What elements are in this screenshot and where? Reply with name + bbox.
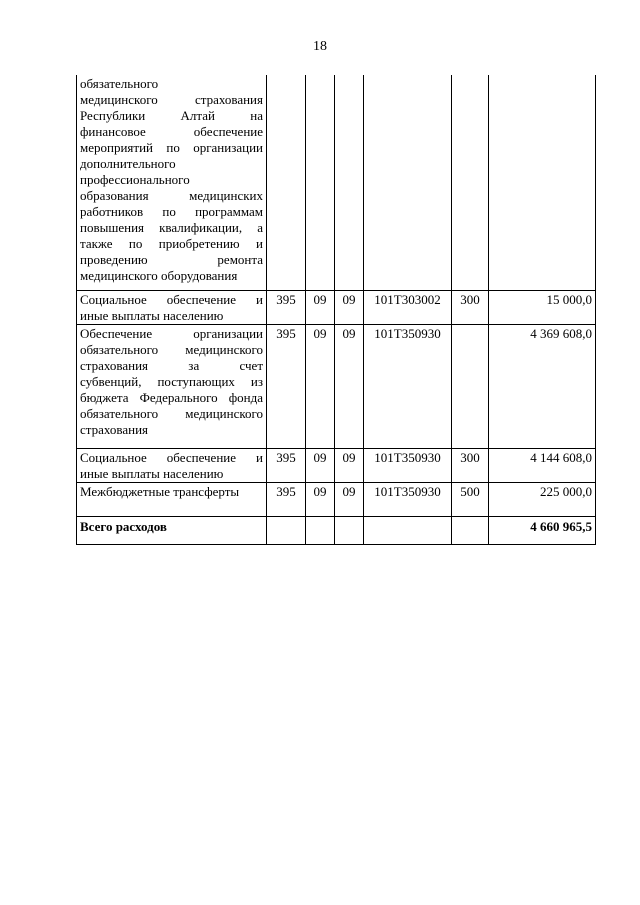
section-code-cell: 09 (306, 448, 335, 482)
expense-name-line: иные выплаты населению (80, 465, 224, 481)
expense-type-cell: 300 (452, 290, 489, 324)
page-number: 18 (313, 39, 327, 54)
target-article-cell: 101T350930 (364, 448, 452, 482)
table-row (77, 482, 596, 516)
empty-cell (452, 516, 489, 544)
table-row (77, 290, 596, 324)
expense-name-line: Социальное обеспечение и (80, 291, 263, 307)
expense-name-line: Социальное обеспечение и (80, 449, 263, 465)
target-article-cell: 101T350930 (364, 482, 452, 516)
empty-cell (267, 516, 306, 544)
expense-name-line: Республики Алтай на (80, 108, 263, 123)
expense-name-line: образования медицинских (80, 188, 263, 203)
expense-name-line: субвенций, поступающих из (80, 373, 263, 389)
empty-cell (306, 516, 335, 544)
subsection-code-cell: 09 (335, 290, 364, 324)
expense-name-line: работников по программам (80, 204, 263, 219)
section-code-cell (306, 75, 335, 290)
section-code-cell: 09 (306, 324, 335, 448)
amount-cell: 4 369 608,0 (489, 324, 596, 448)
expense-name-line: обязательного (80, 76, 159, 91)
section-code-cell: 09 (306, 482, 335, 516)
expense-name-cell (77, 324, 267, 448)
subsection-code-cell: 09 (335, 448, 364, 482)
table-row (77, 75, 596, 290)
amount-cell: 225 000,0 (489, 482, 596, 516)
table-row (77, 448, 596, 482)
grbs-code-cell: 395 (267, 324, 306, 448)
total-row (77, 516, 596, 544)
expense-name-line: иные выплаты населению (80, 307, 224, 323)
expense-name-line: обязательного медицинского (80, 341, 263, 357)
expense-name-line: мероприятий по организации (80, 140, 263, 155)
expense-name-cell (77, 448, 267, 482)
expense-name-line: медицинского страхования (80, 92, 263, 107)
expense-name-line: медицинского оборудования (80, 268, 238, 283)
expense-type-cell: 300 (452, 448, 489, 482)
target-article-cell: 101T303002 (364, 290, 452, 324)
subsection-code-cell: 09 (335, 324, 364, 448)
expense-name-line: также по приобретению и (80, 236, 263, 251)
expense-type-cell (452, 75, 489, 290)
budget-table (76, 75, 596, 545)
amount-cell: 15 000,0 (489, 290, 596, 324)
expense-name-line: повышения квалификации, а (80, 220, 263, 235)
expense-name-line: финансовое обеспечение (80, 124, 263, 139)
expense-name-cell (77, 75, 267, 290)
subsection-code-cell: 09 (335, 482, 364, 516)
target-article-cell: 101T350930 (364, 324, 452, 448)
expense-name-line: Обеспечение организации (80, 325, 263, 341)
empty-cell (364, 516, 452, 544)
section-code-cell: 09 (306, 290, 335, 324)
expense-name-line: страхования за счет (80, 357, 263, 373)
expense-name-line: обязательного медицинского (80, 405, 263, 421)
grbs-code-cell: 395 (267, 448, 306, 482)
empty-cell (335, 516, 364, 544)
expense-name-cell (77, 482, 267, 516)
expense-type-cell (452, 324, 489, 448)
subsection-code-cell (335, 75, 364, 290)
table-row (77, 324, 596, 448)
expense-name-line: дополнительного (80, 156, 176, 171)
grbs-code-cell (267, 75, 306, 290)
amount-cell: 4 144 608,0 (489, 448, 596, 482)
expense-name-line: проведению ремонта (80, 252, 263, 267)
expense-name-line: Межбюджетные трансферты (80, 483, 240, 499)
expense-name-line: страхования (80, 421, 149, 437)
expense-name-line: профессионального (80, 172, 190, 187)
grbs-code-cell: 395 (267, 290, 306, 324)
total-amount: 4 660 965,5 (489, 516, 596, 544)
grbs-code-cell: 395 (267, 482, 306, 516)
target-article-cell (364, 75, 452, 290)
expense-name-cell (77, 290, 267, 324)
expense-type-cell: 500 (452, 482, 489, 516)
expense-name-line: бюджета Федерального фонда (80, 389, 263, 405)
amount-cell (489, 75, 596, 290)
total-label: Всего расходов (77, 516, 267, 544)
